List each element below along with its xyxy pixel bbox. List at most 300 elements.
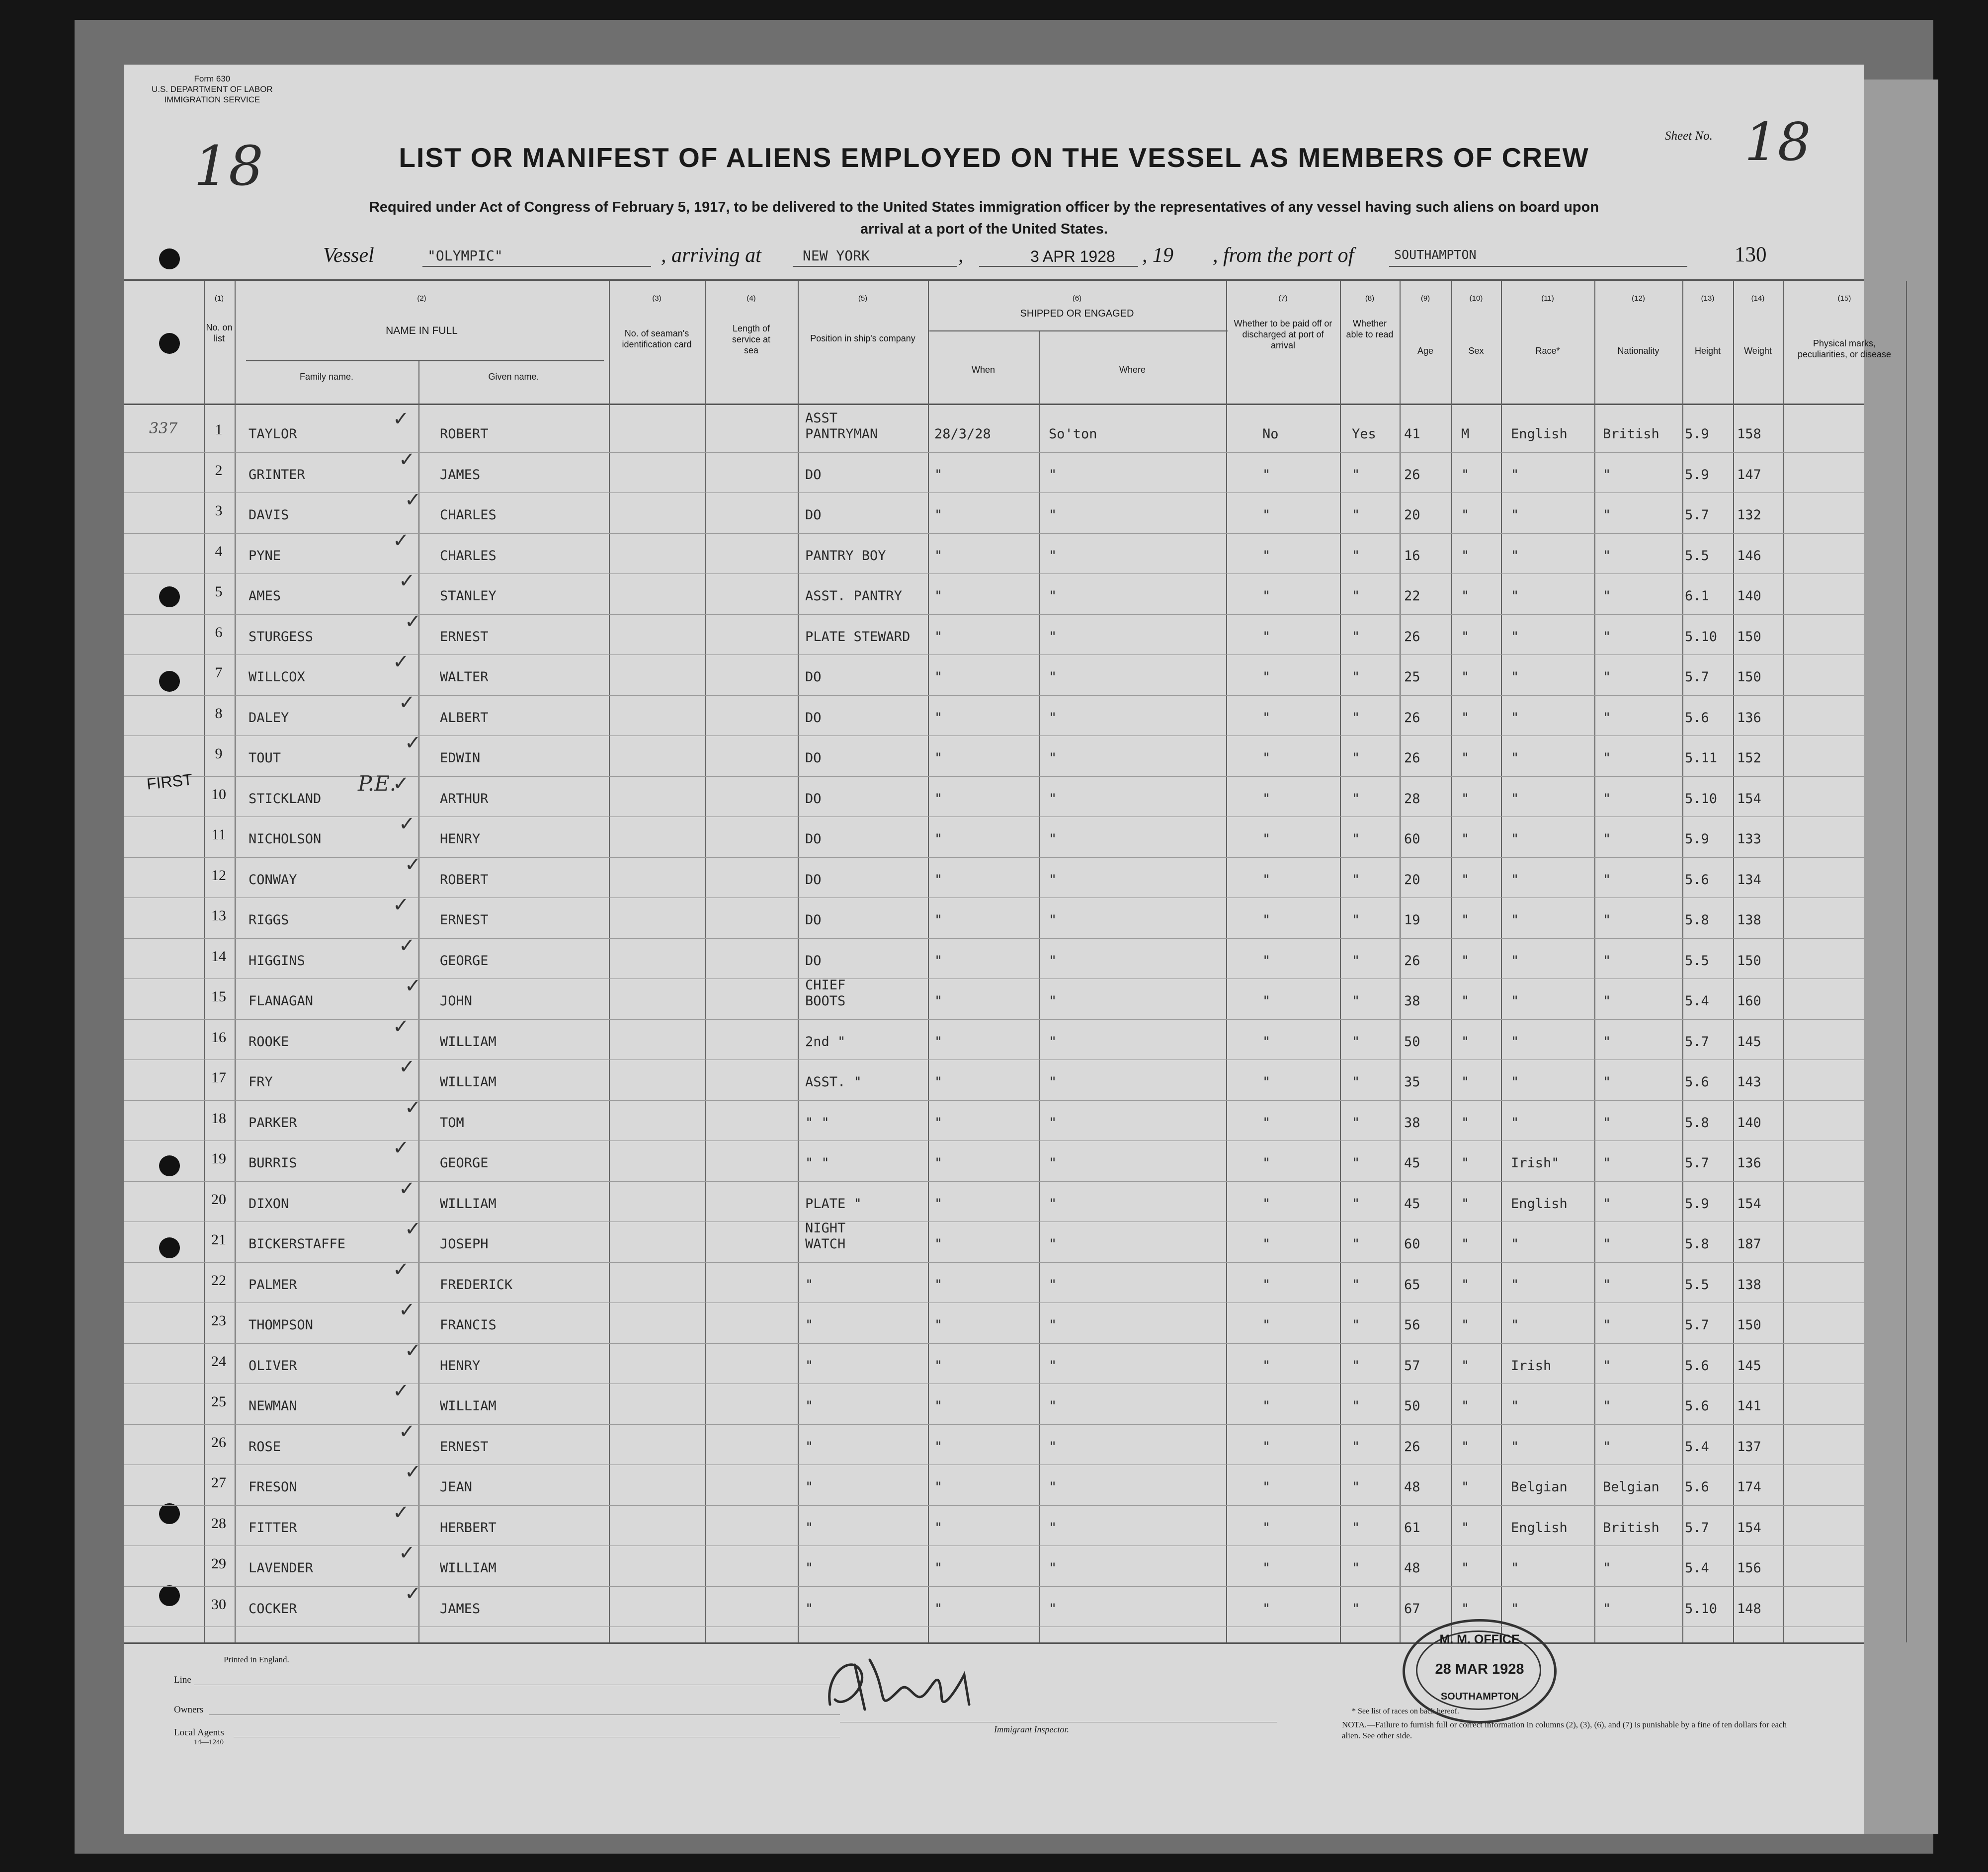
- position-prefix-cell: CHIEF: [805, 977, 846, 993]
- row-number: 17: [211, 1069, 226, 1086]
- col-divider: [1682, 281, 1683, 1642]
- shipped-when-cell: ": [934, 669, 943, 685]
- height-cell: 6.1: [1685, 588, 1709, 604]
- given-name-cell: STANLEY: [440, 588, 497, 604]
- row-number: 22: [211, 1272, 226, 1289]
- col5-number: (5): [858, 294, 868, 303]
- position-cell: ": [805, 1277, 814, 1293]
- shipped-when-cell: ": [934, 953, 943, 969]
- race-cell: ": [1511, 1398, 1519, 1414]
- race-cell: ": [1511, 1601, 1519, 1617]
- sex-cell: ": [1461, 750, 1470, 766]
- sex-cell: ": [1461, 507, 1470, 523]
- row-number: 13: [211, 907, 226, 924]
- able-to-read-cell: ": [1352, 710, 1360, 726]
- height-cell: 5.8: [1685, 1236, 1709, 1252]
- row-rule: [124, 1424, 1864, 1425]
- family-name-cell: RIGGS: [248, 912, 289, 928]
- manifest-title: LIST OR MANIFEST OF ALIENS EMPLOYED ON THE VESSEL AS MEMBERS OF CREW: [399, 142, 1589, 173]
- nationality-cell: ": [1603, 750, 1611, 766]
- sex-cell: ": [1461, 467, 1470, 483]
- col1-header: No. on list: [206, 323, 233, 343]
- row-number: 29: [211, 1555, 226, 1572]
- shipped-when-cell: ": [934, 831, 943, 847]
- height-cell: 5.10: [1685, 629, 1718, 645]
- row-number: 12: [211, 867, 226, 884]
- sex-cell: ": [1461, 629, 1470, 645]
- shipped-where-cell: ": [1049, 791, 1057, 807]
- family-name-cell: GRINTER: [248, 467, 305, 483]
- form-identifier: [152, 74, 273, 105]
- col-divider: [1501, 281, 1502, 1642]
- paid-off-cell: ": [1262, 467, 1271, 483]
- weight-cell: 154: [1737, 1196, 1761, 1212]
- line-label: Line: [174, 1675, 191, 1685]
- shipped-when-cell: ": [934, 993, 943, 1009]
- owners-rule: [209, 1714, 840, 1715]
- check-mark: ✓: [399, 448, 415, 471]
- paid-off-cell: ": [1262, 831, 1271, 847]
- row-number: 18: [211, 1110, 226, 1127]
- position-cell: BOOTS: [805, 993, 846, 1009]
- shipped-when-cell: 28/3/28: [934, 426, 991, 442]
- vessel-label: Vessel: [323, 244, 374, 267]
- race-cell: ": [1511, 1115, 1519, 1131]
- sheet-number-label: Sheet No.: [1665, 129, 1713, 143]
- weight-cell: 148: [1737, 1601, 1761, 1617]
- row-number: 7: [215, 664, 223, 681]
- check-mark: ✓: [393, 1137, 410, 1159]
- punch-hole: [159, 333, 180, 354]
- weight-cell: 136: [1737, 1155, 1761, 1171]
- col12-header: Nationality: [1617, 346, 1659, 356]
- nationality-cell: ": [1603, 912, 1611, 928]
- able-to-read-cell: ": [1352, 1398, 1360, 1414]
- shipped-where-cell: ": [1049, 1520, 1057, 1536]
- row-rule: [124, 1262, 1864, 1263]
- given-name-cell: TOM: [440, 1115, 464, 1131]
- shipped-where-cell: ": [1049, 1398, 1057, 1414]
- weight-cell: 132: [1737, 507, 1761, 523]
- paid-off-cell: ": [1262, 750, 1271, 766]
- inspector-signature: [815, 1645, 994, 1719]
- shipped-where-cell: ": [1049, 1236, 1057, 1252]
- sex-cell: ": [1461, 993, 1470, 1009]
- handwritten-sheet-number: 18: [194, 134, 263, 198]
- check-mark: ✓: [399, 1177, 415, 1200]
- family-name-cell: FRESON: [248, 1479, 297, 1495]
- age-cell: 45: [1404, 1196, 1420, 1212]
- shipped-where-cell: ": [1049, 750, 1057, 766]
- shipped-when-cell: ": [934, 710, 943, 726]
- race-cell: ": [1511, 548, 1519, 564]
- position-prefix-cell: ASST: [805, 410, 838, 426]
- able-to-read-cell: ": [1352, 548, 1360, 564]
- age-cell: 16: [1404, 548, 1420, 564]
- weight-cell: 150: [1737, 629, 1761, 645]
- height-cell: 5.4: [1685, 993, 1709, 1009]
- shipped-where-cell: ": [1049, 1439, 1057, 1455]
- age-cell: 48: [1404, 1479, 1420, 1495]
- row-number: 8: [215, 705, 223, 722]
- given-name-cell: CHARLES: [440, 548, 497, 564]
- able-to-read-cell: ": [1352, 629, 1360, 645]
- races-note: * See list of races on back hereof.: [1352, 1707, 1459, 1715]
- race-cell: ": [1511, 1236, 1519, 1252]
- family-name-cell: PYNE: [248, 548, 281, 564]
- position-cell: ASST. PANTRY: [805, 588, 903, 604]
- height-cell: 5.8: [1685, 1115, 1709, 1131]
- given-name-cell: HENRY: [440, 1358, 481, 1374]
- shipped-where-cell: ": [1049, 710, 1057, 726]
- position-cell: PANTRY BOY: [805, 548, 886, 564]
- shipped-when-cell: ": [934, 1601, 943, 1617]
- weight-cell: 152: [1737, 750, 1761, 766]
- row-number: 16: [211, 1029, 226, 1046]
- shipped-when-cell: ": [934, 1236, 943, 1252]
- race-cell: ": [1511, 791, 1519, 807]
- paid-off-cell: ": [1262, 548, 1271, 564]
- paid-off-cell: ": [1262, 1439, 1271, 1455]
- manifest-sheet: [124, 65, 1892, 1834]
- nationality-cell: ": [1603, 1601, 1611, 1617]
- table-top-rule: [124, 279, 1864, 281]
- col9-number: (9): [1420, 294, 1430, 303]
- shipped-where-cell: ": [1049, 872, 1057, 888]
- row-rule: [124, 1302, 1864, 1303]
- nationality-cell: British: [1603, 426, 1659, 442]
- family-name-cell: STURGESS: [248, 629, 314, 645]
- check-mark: ✓: [393, 529, 410, 552]
- weight-cell: 154: [1737, 791, 1761, 807]
- paid-off-cell: ": [1262, 1277, 1271, 1293]
- manifest-subtitle: Required under Act of Congress of February 5, 1917, to be delivered to the United States immigration officer by the representatives of any vessel having such aliens on board upon arrival at a port of the United States.: [369, 199, 1599, 237]
- height-cell: 5.7: [1685, 507, 1709, 523]
- punch-hole: [159, 1503, 180, 1524]
- able-to-read-cell: ": [1352, 1520, 1360, 1536]
- row-number: 14: [211, 948, 226, 965]
- row-rule: [124, 695, 1864, 696]
- col-divider: [1733, 281, 1734, 1642]
- col2-header: NAME IN FULL: [386, 325, 458, 336]
- paid-off-cell: ": [1262, 1317, 1271, 1333]
- weight-cell: 145: [1737, 1358, 1761, 1374]
- check-mark: ✓: [405, 1218, 421, 1240]
- height-cell: 5.6: [1685, 1074, 1709, 1090]
- position-cell: ": [805, 1398, 814, 1414]
- race-cell: ": [1511, 507, 1519, 523]
- age-cell: 26: [1404, 710, 1420, 726]
- shipped-where-cell: ": [1049, 1196, 1057, 1212]
- col-divider: [609, 281, 610, 1642]
- margin-note-first: FIRST: [146, 770, 194, 793]
- position-cell: DO: [805, 507, 822, 523]
- sex-cell: ": [1461, 791, 1470, 807]
- able-to-read-cell: ": [1352, 872, 1360, 888]
- family-name-cell: DIXON: [248, 1196, 289, 1212]
- check-mark: ✓: [399, 813, 415, 835]
- row-rule: [124, 1100, 1864, 1101]
- shipped-subheader-rule: [929, 330, 1228, 331]
- nationality-cell: ": [1603, 1358, 1611, 1374]
- paid-off-cell: ": [1262, 912, 1271, 928]
- check-mark: ✓: [393, 1015, 410, 1038]
- row-rule: [124, 654, 1864, 655]
- paid-off-cell: ": [1262, 953, 1271, 969]
- given-name-cell: JAMES: [440, 1601, 481, 1617]
- race-cell: ": [1511, 1034, 1519, 1050]
- shipped-where-cell: ": [1049, 588, 1057, 604]
- sex-cell: ": [1461, 1034, 1470, 1050]
- row-rule: [124, 452, 1864, 453]
- shipped-when-cell: ": [934, 1277, 943, 1293]
- shipped-when-cell: ": [934, 1034, 943, 1050]
- race-cell: ": [1511, 629, 1519, 645]
- sex-cell: ": [1461, 1155, 1470, 1171]
- shipped-when-cell: ": [934, 1479, 943, 1495]
- sex-cell: ": [1461, 548, 1470, 564]
- row-number: 20: [211, 1191, 226, 1208]
- printer-note: Printed in England.: [224, 1655, 289, 1664]
- col-divider: [1451, 281, 1452, 1642]
- family-name-cell: OLIVER: [248, 1358, 297, 1374]
- able-to-read-cell: ": [1352, 791, 1360, 807]
- race-cell: English: [1511, 1196, 1568, 1212]
- sex-cell: ": [1461, 1479, 1470, 1495]
- check-mark: ✓: [393, 407, 410, 430]
- shipped-when-cell: ": [934, 1560, 943, 1576]
- height-cell: 5.10: [1685, 791, 1718, 807]
- position-cell: DO: [805, 953, 822, 969]
- age-cell: 45: [1404, 1155, 1420, 1171]
- race-cell: ": [1511, 467, 1519, 483]
- row-number: 21: [211, 1231, 226, 1248]
- given-name-header: Given name.: [488, 372, 539, 382]
- row-number: 19: [211, 1150, 226, 1167]
- height-cell: 5.9: [1685, 1196, 1709, 1212]
- sex-cell: ": [1461, 588, 1470, 604]
- race-cell: Irish: [1511, 1358, 1552, 1374]
- age-cell: 48: [1404, 1560, 1420, 1576]
- shipped-when-cell: ": [934, 791, 943, 807]
- position-cell: DO: [805, 791, 822, 807]
- nationality-cell: ": [1603, 1277, 1611, 1293]
- service-name: IMMIGRATION SERVICE: [164, 95, 260, 104]
- given-name-cell: HENRY: [440, 831, 481, 847]
- height-cell: 5.6: [1685, 710, 1709, 726]
- race-cell: ": [1511, 1074, 1519, 1090]
- height-cell: 5.6: [1685, 872, 1709, 888]
- race-cell: ": [1511, 912, 1519, 928]
- family-name-cell: LAVENDER: [248, 1560, 314, 1576]
- owners-label: Owners: [174, 1705, 204, 1715]
- where-header: Where: [1119, 365, 1146, 375]
- row-number: 9: [215, 745, 223, 762]
- col-divider: [418, 361, 419, 1642]
- row-rule: [124, 1505, 1864, 1506]
- family-name-cell: THOMPSON: [248, 1317, 314, 1333]
- age-cell: 41: [1404, 426, 1420, 442]
- shipped-where-cell: ": [1049, 548, 1057, 564]
- able-to-read-cell: ": [1352, 831, 1360, 847]
- given-name-cell: ROBERT: [440, 426, 489, 442]
- age-cell: 26: [1404, 750, 1420, 766]
- paid-off-cell: ": [1262, 507, 1271, 523]
- family-name-cell: TAYLOR: [248, 426, 297, 442]
- able-to-read-cell: Yes: [1352, 426, 1376, 442]
- shipped-where-cell: ": [1049, 993, 1057, 1009]
- vessel-name: "OLYMPIC": [427, 247, 503, 264]
- age-cell: 26: [1404, 467, 1420, 483]
- family-name-cell: DALEY: [248, 710, 289, 726]
- arrival-port: NEW YORK: [803, 247, 870, 264]
- shipped-where-cell: ": [1049, 1155, 1057, 1171]
- row-number: 24: [211, 1353, 226, 1370]
- weight-cell: 145: [1737, 1034, 1761, 1050]
- given-name-cell: ARTHUR: [440, 791, 489, 807]
- sheet-number-value: 18: [1744, 112, 1811, 172]
- check-mark: ✓: [393, 1501, 410, 1524]
- paid-off-cell: ": [1262, 1155, 1271, 1171]
- able-to-read-cell: ": [1352, 507, 1360, 523]
- sex-cell: ": [1461, 669, 1470, 685]
- position-cell: DO: [805, 912, 822, 928]
- shipped-when-cell: ": [934, 1358, 943, 1374]
- age-cell: 26: [1404, 629, 1420, 645]
- nationality-cell: ": [1603, 1155, 1611, 1171]
- arrival-date-stamp: 3 APR 1928: [1030, 247, 1115, 265]
- family-name-cell: TOUT: [248, 750, 281, 766]
- punch-hole: [159, 671, 180, 692]
- check-mark: ✓: [405, 853, 421, 876]
- row-number: 23: [211, 1312, 226, 1329]
- from-port-label: , from the port of: [1213, 244, 1354, 267]
- punch-hole: [159, 1585, 180, 1606]
- able-to-read-cell: ": [1352, 1277, 1360, 1293]
- age-cell: 50: [1404, 1034, 1420, 1050]
- height-cell: 5.6: [1685, 1479, 1709, 1495]
- form-code: 14—1240: [194, 1738, 224, 1746]
- race-cell: Irish": [1511, 1155, 1560, 1171]
- race-cell: ": [1511, 872, 1519, 888]
- age-cell: 28: [1404, 791, 1420, 807]
- able-to-read-cell: ": [1352, 750, 1360, 766]
- row-rule: [124, 614, 1864, 615]
- row-number: 27: [211, 1474, 226, 1491]
- position-cell: ": [805, 1358, 814, 1374]
- family-name-cell: CONWAY: [248, 872, 297, 888]
- able-to-read-cell: ": [1352, 1358, 1360, 1374]
- position-cell: ASST. ": [805, 1074, 862, 1090]
- height-cell: 5.11: [1685, 750, 1718, 766]
- position-cell: DO: [805, 669, 822, 685]
- row-rule: [124, 857, 1864, 858]
- shipped-where-cell: ": [1049, 1277, 1057, 1293]
- nationality-cell: ": [1603, 1317, 1611, 1333]
- agents-label: Local Agents: [174, 1727, 224, 1738]
- shipped-when-cell: ": [934, 1074, 943, 1090]
- row-rule: [124, 1019, 1864, 1020]
- race-cell: ": [1511, 1277, 1519, 1293]
- nationality-cell: ": [1603, 588, 1611, 604]
- race-cell: English: [1511, 1520, 1568, 1536]
- able-to-read-cell: ": [1352, 953, 1360, 969]
- shipped-where-cell: ": [1049, 1317, 1057, 1333]
- stamp-top-text: M. M. OFFICE: [1439, 1632, 1520, 1646]
- shipped-when-cell: ": [934, 507, 943, 523]
- col6-header: SHIPPED OR ENGAGED: [1020, 308, 1134, 319]
- shipped-when-cell: ": [934, 1398, 943, 1414]
- family-name-cell: AMES: [248, 588, 281, 604]
- sex-cell: ": [1461, 872, 1470, 888]
- row-number: 28: [211, 1515, 226, 1532]
- able-to-read-cell: ": [1352, 1236, 1360, 1252]
- paid-off-cell: ": [1262, 629, 1271, 645]
- age-cell: 26: [1404, 1439, 1420, 1455]
- race-cell: ": [1511, 750, 1519, 766]
- check-mark: ✓: [393, 894, 410, 916]
- row-number: 30: [211, 1596, 226, 1613]
- able-to-read-cell: ": [1352, 467, 1360, 483]
- position-cell: ": [805, 1520, 814, 1536]
- family-name-cell: WILLCOX: [248, 669, 305, 685]
- position-cell: ": [805, 1560, 814, 1576]
- sex-cell: ": [1461, 953, 1470, 969]
- race-cell: ": [1511, 710, 1519, 726]
- family-name-cell: PALMER: [248, 1277, 297, 1293]
- position-cell: DO: [805, 710, 822, 726]
- inspector-label: Immigrant Inspector.: [994, 1724, 1069, 1734]
- shipped-where-cell: ": [1049, 1601, 1057, 1617]
- age-cell: 35: [1404, 1074, 1420, 1090]
- check-mark: ✓: [405, 975, 421, 997]
- age-cell: 20: [1404, 507, 1420, 523]
- given-name-cell: WILLIAM: [440, 1196, 497, 1212]
- punch-hole: [159, 586, 180, 607]
- given-name-cell: ALBERT: [440, 710, 489, 726]
- row-rule: [124, 492, 1864, 493]
- age-cell: 60: [1404, 831, 1420, 847]
- given-name-cell: WALTER: [440, 669, 489, 685]
- col10-header: Sex: [1468, 346, 1484, 356]
- given-name-cell: ERNEST: [440, 1439, 489, 1455]
- position-cell: PANTRYMAN: [805, 426, 878, 442]
- given-name-cell: HERBERT: [440, 1520, 497, 1536]
- given-name-cell: WILLIAM: [440, 1560, 497, 1576]
- row-number: 1: [215, 421, 223, 438]
- shipped-when-cell: ": [934, 467, 943, 483]
- nota-note: NOTA.—Failure to furnish full or correct information in columns (2), (3), (6), and (7) is punishable by a fine of ten dollars for each alien. See other side.: [1342, 1720, 1787, 1740]
- col9-header: Age: [1417, 346, 1434, 356]
- col-divider: [705, 281, 706, 1642]
- weight-cell: 174: [1737, 1479, 1761, 1495]
- form-number: Form 630: [194, 74, 231, 83]
- arriving-label: , arriving at: [661, 244, 761, 267]
- given-name-cell: WILLIAM: [440, 1074, 497, 1090]
- age-cell: 50: [1404, 1398, 1420, 1414]
- paid-off-cell: ": [1262, 993, 1271, 1009]
- col-divider: [1226, 281, 1227, 1642]
- able-to-read-cell: ": [1352, 912, 1360, 928]
- race-cell: ": [1511, 1317, 1519, 1333]
- sex-cell: ": [1461, 1560, 1470, 1576]
- nationality-cell: ": [1603, 1034, 1611, 1050]
- when-header: When: [971, 365, 995, 375]
- row-rule: [124, 533, 1864, 534]
- shipped-when-cell: ": [934, 750, 943, 766]
- page-number: 130: [1735, 243, 1767, 266]
- weight-cell: 140: [1737, 1115, 1761, 1131]
